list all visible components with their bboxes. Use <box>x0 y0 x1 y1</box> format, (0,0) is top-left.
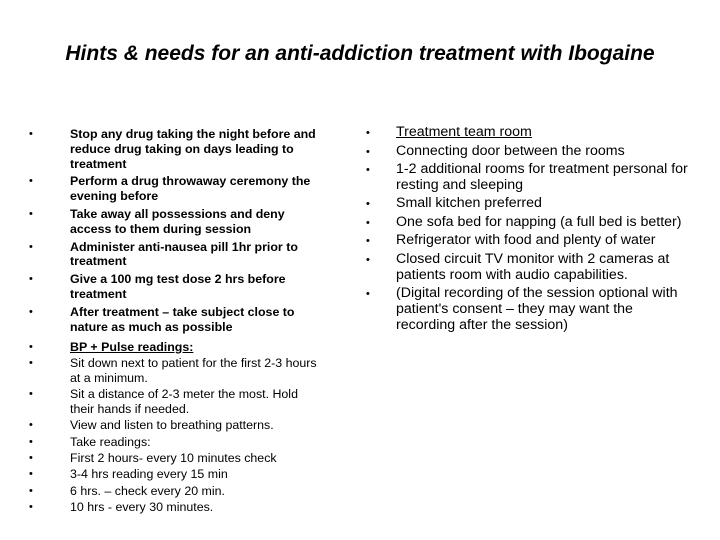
list-item-text: After treatment – take subject close to nature as much as possible <box>70 304 295 334</box>
bullet-icon: • <box>366 288 370 301</box>
list-item <box>24 356 324 386</box>
list-item-text: First 2 hours- every 10 minutes check <box>70 451 277 466</box>
list-item <box>24 467 324 482</box>
bullet-icon: • <box>366 216 370 229</box>
bullet-icon: • <box>29 175 33 188</box>
list-item-text: Small kitchen preferred <box>396 195 542 212</box>
bullet-icon: • <box>366 253 370 266</box>
list-item-text: Closed circuit TV monitor with 2 cameras at patients room with audio capabilities. <box>396 250 670 283</box>
bullet-icon: • <box>29 128 33 140</box>
list-heading-treatment-team-room: Treatment team room <box>396 124 532 140</box>
list-item <box>24 387 324 417</box>
list-item <box>360 233 690 249</box>
right-list-facilities <box>360 125 690 334</box>
list-item-text: 3-4 hrs reading every 15 min <box>70 467 228 482</box>
list-item-text: Connecting door between the rooms <box>396 142 625 159</box>
list-item-text: View and listen to breathing patterns. <box>70 418 274 433</box>
list-item <box>360 286 690 334</box>
list-item <box>24 127 324 171</box>
list-item-text: Stop any drug taking the night before and reduce drug taking on days leading to treatment <box>70 127 316 171</box>
bullet-icon: • <box>366 145 370 158</box>
bullet-icon: • <box>29 388 33 401</box>
list-item-text: Sit a distance of 2-3 meter the most. Hold their hands if needed. <box>70 387 298 417</box>
list-item <box>360 144 690 160</box>
list-item <box>360 162 690 194</box>
list-item <box>24 174 324 204</box>
list-item-text: 6 hrs. – check every 20 min. <box>70 483 225 498</box>
list-heading-bp-pulse: BP + Pulse readings: <box>70 340 194 354</box>
bullet-icon: • <box>29 207 33 220</box>
list-item-text: (Digital recording of the session optional with patient's consent – they may want the recording after the session) <box>396 285 678 334</box>
list-item-text: Administer anti-nausea pill 1hr prior to treatment <box>70 239 298 269</box>
list-item <box>24 435 324 450</box>
bullet-icon: • <box>29 435 33 448</box>
bullet-icon: • <box>366 198 370 211</box>
bullet-icon: • <box>29 468 33 481</box>
list-item-text: One sofa bed for napping (a full bed is better) <box>396 213 682 230</box>
bullet-icon: • <box>366 127 370 139</box>
bullet-icon: • <box>29 484 33 497</box>
bullet-icon: • <box>29 452 33 465</box>
list-item <box>24 451 324 466</box>
list-item <box>360 125 690 141</box>
bullet-icon: • <box>29 500 33 513</box>
list-item <box>24 484 324 499</box>
list-item-text: 10 hrs - every 30 minutes. <box>70 499 214 514</box>
list-item <box>360 252 690 284</box>
bullet-icon: • <box>29 273 33 286</box>
bullet-icon: • <box>29 240 33 253</box>
list-item <box>24 418 324 433</box>
bullet-icon: • <box>366 164 370 176</box>
slide-title: Hints & needs for an anti-addiction treatment with Ibogaine <box>65 42 655 65</box>
left-list-preparation <box>24 127 324 334</box>
list-item <box>360 196 690 212</box>
list-item <box>24 305 324 335</box>
list-item-text: Refrigerator with food and plenty of water <box>396 232 656 249</box>
bullet-icon: • <box>29 357 33 370</box>
list-item <box>24 272 324 302</box>
bullet-icon: • <box>29 305 33 318</box>
list-item-text: Sit down next to patient for the first 2-3 hours at a minimum. <box>70 356 317 386</box>
list-item-text: Give a 100 mg test dose 2 hrs before treatment <box>70 272 286 301</box>
list-item <box>24 240 324 270</box>
list-item <box>24 207 324 237</box>
list-item <box>24 500 324 515</box>
bullet-icon: • <box>29 419 33 432</box>
list-item <box>24 340 324 355</box>
bullet-icon: • <box>366 235 370 248</box>
list-item-text: Take readings: <box>70 434 151 449</box>
bullet-icon: • <box>29 341 33 353</box>
left-list-monitoring <box>24 340 324 515</box>
list-item-text: Perform a drug throwaway ceremony the evening before <box>70 174 311 204</box>
list-item <box>360 215 690 231</box>
list-item-text: 1-2 additional rooms for treatment personal for resting and sleeping <box>396 161 688 193</box>
list-item-text: Take away all possessions and deny access to them during session <box>70 206 285 236</box>
